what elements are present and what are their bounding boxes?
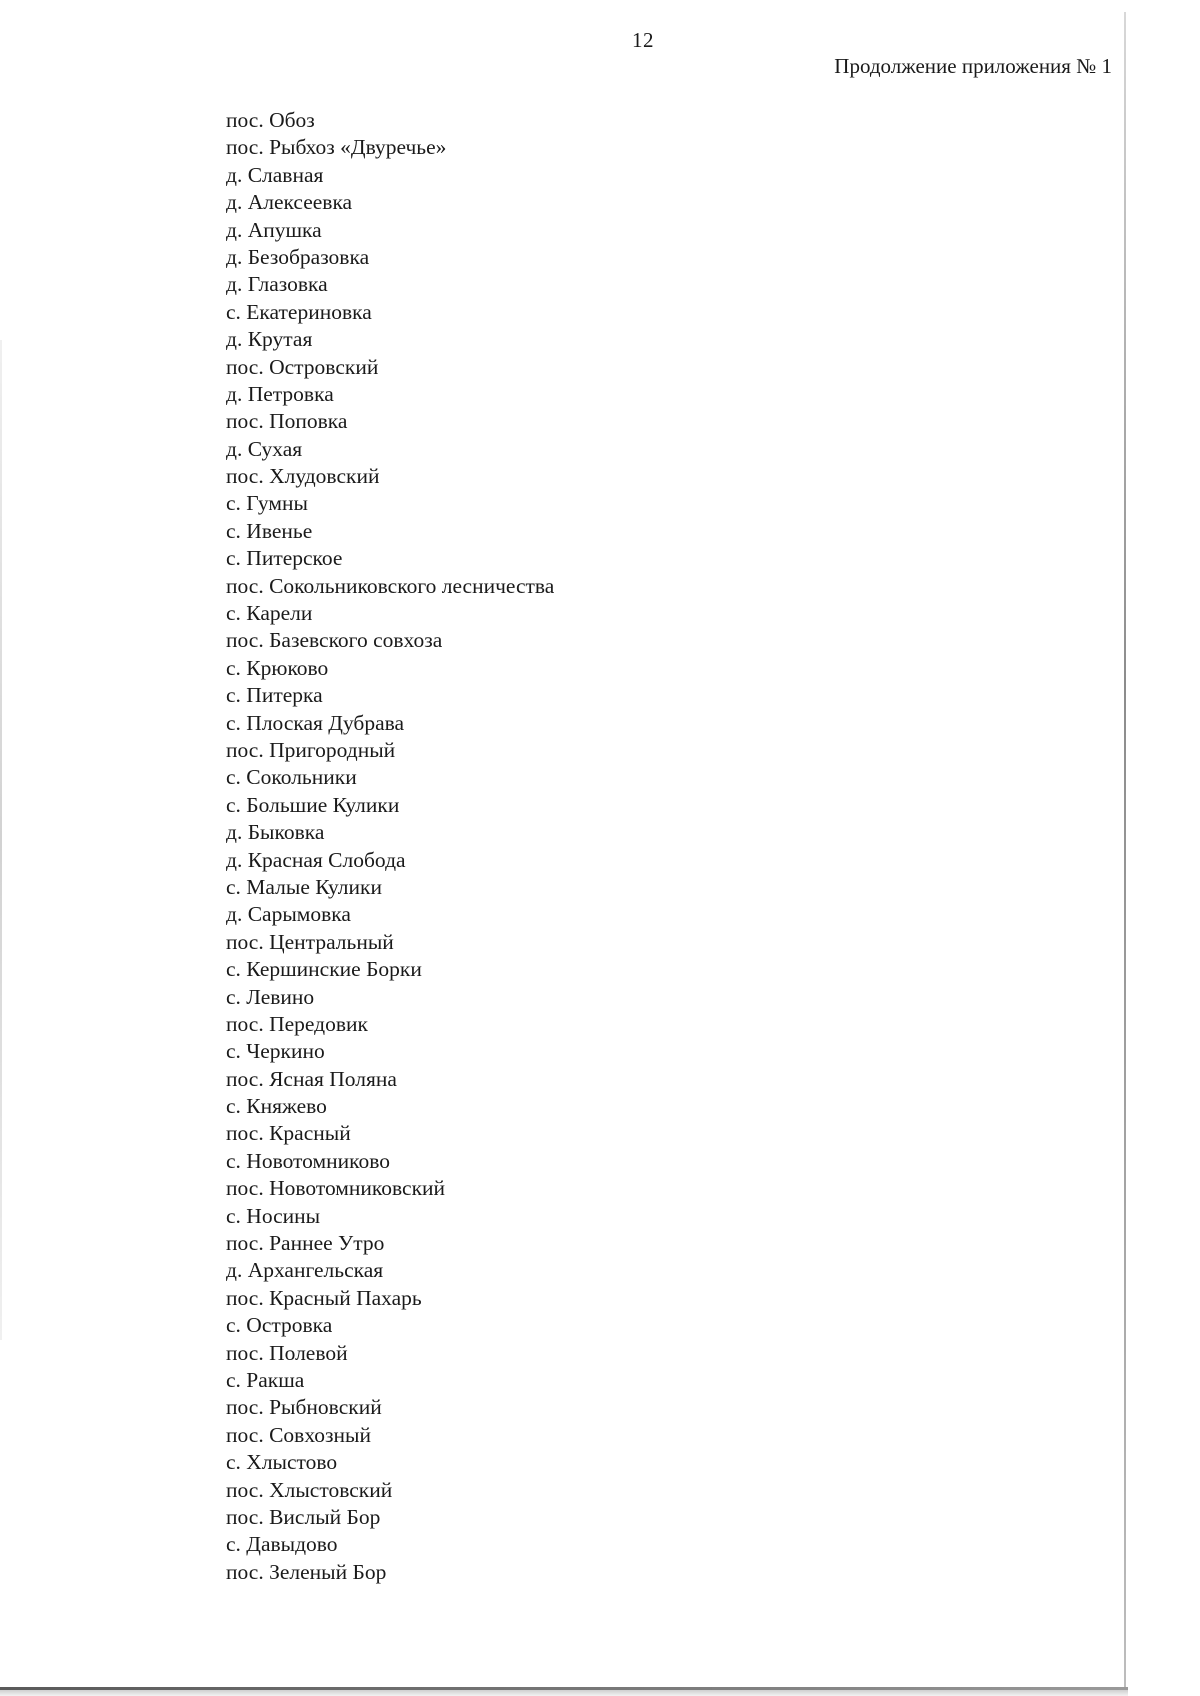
settlement-list-item: с. Питерка	[226, 683, 323, 708]
settlement-list-item: с. Хлыстово	[226, 1450, 338, 1475]
settlement-list-item: с. Ивенье	[226, 518, 313, 543]
settlement-list-item: пос. Совхозный	[226, 1422, 371, 1447]
settlement-list-item: пос. Вислый Бор	[226, 1504, 381, 1529]
settlement-list-item: с. Новотомниково	[226, 1148, 390, 1173]
settlement-list-item: с. Островка	[226, 1313, 333, 1338]
settlement-list-item: с. Сокольники	[226, 765, 357, 790]
settlement-list-item: д. Славная	[226, 162, 324, 187]
settlement-list-item: пос. Рыбхоз «Двуречье»	[226, 135, 447, 160]
settlement-list	[226, 107, 554, 1586]
settlement-list-item: с. Большие Кулики	[226, 792, 400, 817]
settlement-list-item: с. Левино	[226, 984, 315, 1009]
scan-edge-bottom-shadow	[0, 1690, 1128, 1696]
settlement-list-item: д. Крутая	[226, 327, 313, 352]
settlement-list-item: с. Княжево	[226, 1094, 327, 1119]
settlement-list-item: с. Малые Кулики	[226, 874, 382, 899]
scan-shadow-left	[0, 340, 2, 1340]
settlement-list-item: с. Плоская Дубрава	[226, 710, 405, 735]
settlement-list-item: д. Архангельская	[226, 1258, 384, 1283]
settlement-list-item: д. Красная Слобода	[226, 847, 406, 872]
settlement-list-item: с. Кершинские Борки	[226, 957, 422, 982]
settlement-list-item: пос. Рыбновский	[226, 1395, 382, 1420]
settlement-list-item: с. Карели	[226, 601, 313, 626]
settlement-list-item: пос. Базевского совхоза	[226, 628, 443, 653]
appendix-continuation-note: Продолжение приложения № 1	[834, 54, 1112, 78]
settlement-list-item: пос. Раннее Утро	[226, 1231, 385, 1256]
settlement-list-item: пос. Передовик	[226, 1011, 368, 1036]
settlement-list-item: д. Безобразовка	[226, 244, 370, 269]
settlement-list-item: с. Носины	[226, 1203, 321, 1228]
settlement-list-item: пос. Красный Пахарь	[226, 1285, 422, 1310]
settlement-list-item: пос. Сокольниковского лесничества	[226, 573, 555, 598]
settlement-list-item: пос. Хлыстовский	[226, 1477, 393, 1502]
settlement-list-item: д. Глазовка	[226, 272, 328, 297]
settlement-list-item: д. Быковка	[226, 820, 325, 845]
settlement-list-item: с. Крюково	[226, 655, 329, 680]
settlement-list-item: пос. Красный	[226, 1121, 351, 1146]
settlement-list-item: пос. Хлудовский	[226, 464, 380, 489]
settlement-list-item: с. Питерское	[226, 546, 343, 571]
settlement-list-item: с. Екатериновка	[226, 299, 372, 324]
settlement-list-item: пос. Островский	[226, 354, 379, 379]
settlement-list-item: д. Апушка	[226, 217, 322, 242]
page-number: 12	[632, 28, 654, 52]
scan-edge-right	[1124, 12, 1126, 1690]
settlement-list-item: пос. Ясная Поляна	[226, 1066, 397, 1091]
settlement-list-item: пос. Пригородный	[226, 737, 396, 762]
settlement-list-item: д. Сухая	[226, 436, 303, 461]
settlement-list-item: с. Ракша	[226, 1367, 305, 1392]
settlement-list-item: д. Алексеевка	[226, 190, 353, 215]
settlement-list-item: д. Сарымовка	[226, 902, 351, 927]
settlement-list-item: пос. Центральный	[226, 929, 394, 954]
settlement-list-item: с. Черкино	[226, 1039, 325, 1064]
settlement-list-item: пос. Зеленый Бор	[226, 1559, 387, 1584]
settlement-list-item: пос. Обоз	[226, 108, 315, 132]
settlement-list-item: д. Петровка	[226, 381, 334, 406]
settlement-list-item: пос. Поповка	[226, 409, 348, 434]
settlement-list-item: пос. Новотомниковский	[226, 1176, 446, 1201]
settlement-list-item: пос. Полевой	[226, 1340, 348, 1365]
settlement-list-item: с. Давыдово	[226, 1532, 338, 1557]
settlement-list-item: с. Гумны	[226, 491, 308, 516]
